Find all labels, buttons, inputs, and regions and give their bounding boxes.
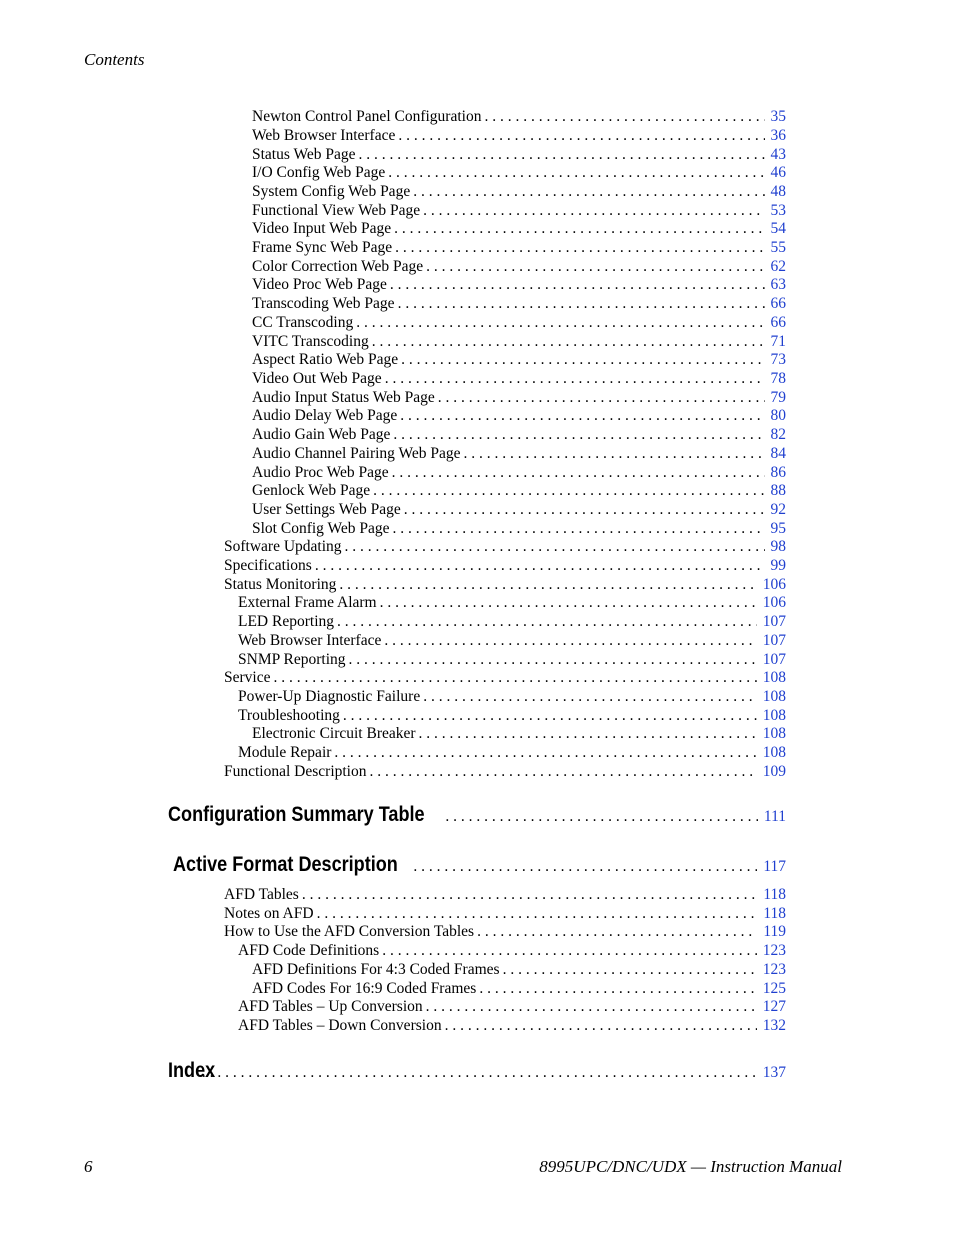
toc-page-link[interactable]: 88: [770, 482, 786, 499]
toc-entry-title: Web Browser Interface: [238, 632, 382, 649]
toc-entry-title: Functional View Web Page: [252, 202, 421, 219]
dot-leader: [382, 942, 757, 960]
toc-page-link[interactable]: 132: [762, 1017, 786, 1034]
toc-entry-title: Audio Channel Pairing Web Page: [252, 445, 461, 462]
toc-entry[interactable]: [238, 688, 786, 706]
toc-entry-title: Service: [224, 669, 271, 686]
toc-page-link[interactable]: 108: [762, 669, 786, 686]
toc-entry[interactable]: [224, 538, 786, 556]
dot-leader: [394, 220, 764, 238]
toc-entry-title: System Config Web Page: [252, 183, 411, 200]
toc-page-link[interactable]: 55: [770, 239, 786, 256]
toc-page-link[interactable]: 118: [763, 905, 786, 922]
toc-page-link[interactable]: 86: [770, 464, 786, 481]
dot-leader: [477, 923, 757, 941]
toc-entry-title: Audio Delay Web Page: [252, 407, 398, 424]
dot-leader: [503, 961, 757, 979]
toc-entry[interactable]: [252, 127, 786, 145]
toc-entry-title: Aspect Ratio Web Page: [252, 351, 399, 368]
dot-leader: [393, 426, 764, 444]
dot-leader: [359, 146, 765, 164]
toc-entry-title: Frame Sync Web Page: [252, 239, 393, 256]
toc-entry-title: AFD Tables – Down Conversion: [238, 1017, 442, 1034]
dot-leader: [373, 482, 764, 500]
toc-entry[interactable]: [252, 980, 786, 998]
toc-chapter-title: Active Format Description: [173, 853, 398, 876]
dot-leader: [339, 576, 756, 594]
dot-leader: [426, 258, 764, 276]
toc-entry-title: Video Out Web Page: [252, 370, 382, 387]
dot-leader: [349, 651, 757, 669]
dot-leader: [426, 998, 757, 1016]
toc-page-link[interactable]: 119: [763, 923, 786, 940]
toc-entry[interactable]: [252, 220, 786, 238]
toc-entry[interactable]: [224, 576, 786, 594]
toc-page-link[interactable]: 35: [770, 108, 786, 125]
toc-page-link[interactable]: 63: [770, 276, 786, 293]
toc-page-link[interactable]: 54: [770, 220, 786, 237]
toc-page-link[interactable]: 108: [762, 707, 786, 724]
toc-entry-title: Status Web Page: [252, 146, 356, 163]
toc-entry[interactable]: [252, 725, 786, 743]
dot-leader: [384, 632, 756, 650]
toc-page-link[interactable]: 84: [770, 445, 786, 462]
toc-entry[interactable]: [252, 295, 786, 313]
toc-entry-title: Web Browser Interface: [252, 127, 396, 144]
toc-page-link[interactable]: 106: [762, 576, 786, 593]
toc-page-link[interactable]: 118: [763, 886, 786, 903]
dot-leader: [273, 669, 756, 687]
toc-entry[interactable]: [238, 707, 786, 725]
dot-leader: [393, 520, 765, 538]
dot-leader: [334, 744, 756, 762]
toc-entry[interactable]: [252, 276, 786, 294]
toc-page-link[interactable]: 80: [770, 407, 786, 424]
toc-entry-title: AFD Code Definitions: [238, 942, 380, 959]
toc-entry[interactable]: [252, 482, 786, 500]
toc-entry[interactable]: [252, 258, 786, 276]
toc-page-link[interactable]: 92: [770, 501, 786, 518]
toc-entry-title: Module Repair: [238, 744, 332, 761]
toc-entry[interactable]: [238, 1017, 786, 1035]
toc-entry-title: Power-Up Diagnostic Failure: [238, 688, 421, 705]
toc-entry[interactable]: [238, 651, 786, 669]
toc-entry[interactable]: [252, 351, 786, 369]
toc-page-link[interactable]: 137: [762, 1064, 786, 1081]
toc-page-link[interactable]: 107: [762, 632, 786, 649]
toc-entry-title: AFD Definitions For 4:3 Coded Frames: [252, 961, 500, 978]
toc-entry[interactable]: [252, 961, 786, 979]
dot-leader: [438, 389, 765, 407]
toc-entry-title: How to Use the AFD Conversion Tables: [224, 923, 475, 940]
toc-entry[interactable]: [252, 464, 786, 482]
toc-entry[interactable]: [252, 202, 786, 220]
toc-page-link[interactable]: 79: [770, 389, 786, 406]
toc-page-link[interactable]: 109: [762, 763, 786, 780]
toc-entry[interactable]: [252, 183, 786, 201]
manual-title: 8995UPC/DNC/UDX — Instruction Manual: [539, 1157, 842, 1176]
toc-entry[interactable]: [252, 426, 786, 444]
toc-page-link[interactable]: 71: [770, 333, 786, 350]
toc-entry-title: External Frame Alarm: [238, 594, 377, 611]
toc-page-link[interactable]: 43: [770, 146, 786, 163]
toc-entry-title: Functional Description: [224, 763, 367, 780]
toc-entry-title: Newton Control Panel Configuration: [252, 108, 482, 125]
toc-entry-title: Color Correction Web Page: [252, 258, 424, 275]
dot-leader: [302, 886, 757, 904]
toc-entry-title: AFD Tables – Up Conversion: [238, 998, 423, 1015]
toc-entry-title: AFD Tables: [224, 886, 299, 903]
toc-entry[interactable]: [252, 501, 786, 519]
toc-chapter-title: Index: [168, 1059, 216, 1082]
toc-page-link[interactable]: 108: [762, 725, 786, 742]
toc-entry-title: Specifications: [224, 557, 312, 574]
toc-entry-title: I/O Config Web Page: [252, 164, 386, 181]
dot-leader: [400, 407, 764, 425]
page-number: 6: [84, 1157, 93, 1176]
toc-entry[interactable]: [224, 886, 786, 904]
toc-page-link[interactable]: 98: [770, 538, 786, 555]
toc-page-link[interactable]: 123: [762, 942, 786, 959]
toc-entry[interactable]: [224, 669, 786, 687]
toc-page-link[interactable]: 73: [770, 351, 786, 368]
dot-leader: [356, 314, 764, 332]
toc-entry-title: SNMP Reporting: [238, 651, 346, 668]
toc-entry[interactable]: [238, 998, 786, 1016]
toc-entry[interactable]: [252, 108, 786, 126]
toc-page-link[interactable]: 48: [770, 183, 786, 200]
toc-entry[interactable]: [238, 594, 786, 612]
dot-leader: [484, 108, 764, 126]
dot-leader: [413, 858, 757, 876]
toc-entry[interactable]: [238, 632, 786, 650]
toc-entry-title: VITC Transcoding: [252, 333, 369, 350]
dot-leader: [401, 351, 764, 369]
toc-entry[interactable]: [224, 923, 786, 941]
toc-page-link[interactable]: 106: [762, 594, 786, 611]
dot-leader: [423, 688, 757, 706]
dot-leader: [388, 164, 764, 182]
dot-leader: [479, 980, 756, 998]
toc-entry[interactable]: [224, 905, 786, 923]
dot-leader: [395, 239, 764, 257]
dot-leader: [398, 295, 765, 313]
toc-entry[interactable]: [252, 370, 786, 388]
dot-leader: [423, 202, 764, 220]
toc-entry-title: Slot Config Web Page: [252, 520, 390, 537]
dot-leader: [337, 613, 757, 631]
toc-entry[interactable]: [252, 164, 786, 182]
toc-entry[interactable]: [252, 407, 786, 425]
toc-page-link[interactable]: 99: [770, 557, 786, 574]
toc-entry[interactable]: [238, 613, 786, 631]
toc-entry[interactable]: [252, 445, 786, 463]
toc-entry[interactable]: [252, 389, 786, 407]
toc-entry-title: CC Transcoding: [252, 314, 354, 331]
toc-chapter-entry[interactable]: [168, 803, 786, 832]
dot-leader: [413, 183, 764, 201]
dot-leader: [343, 707, 757, 725]
toc-page-link[interactable]: 66: [770, 314, 786, 331]
toc-page-link[interactable]: 78: [770, 370, 786, 387]
toc-entry[interactable]: [224, 557, 786, 575]
toc-page-link[interactable]: 107: [762, 651, 786, 668]
dot-leader: [390, 276, 765, 294]
toc-page-link[interactable]: 66: [770, 295, 786, 312]
toc-chapter-title: Configuration Summary Table: [168, 803, 425, 826]
toc-page-link[interactable]: 127: [762, 998, 786, 1015]
toc-entry-title: AFD Codes For 16:9 Coded Frames: [252, 980, 477, 997]
toc-entry-title: Software Updating: [224, 538, 342, 555]
dot-leader: [202, 1064, 757, 1082]
toc-page-link[interactable]: 123: [762, 961, 786, 978]
toc-entry[interactable]: [252, 146, 786, 164]
toc-page-link[interactable]: 107: [762, 613, 786, 630]
toc-entry-title: Status Monitoring: [224, 576, 337, 593]
dot-leader: [445, 808, 758, 826]
dot-leader: [385, 370, 765, 388]
toc-entry[interactable]: [252, 239, 786, 257]
dot-leader: [315, 557, 765, 575]
running-header: Contents: [84, 50, 145, 69]
toc-page-link[interactable]: 46: [770, 164, 786, 181]
toc-page-link[interactable]: 95: [770, 520, 786, 537]
dot-leader: [445, 1017, 757, 1035]
toc-chapter-entry[interactable]: [168, 1059, 786, 1088]
toc-entry-title: Audio Gain Web Page: [252, 426, 391, 443]
dot-leader: [404, 501, 765, 519]
toc-page-link[interactable]: 108: [762, 744, 786, 761]
toc-entry[interactable]: [224, 763, 786, 781]
dot-leader: [345, 538, 765, 556]
toc-entry-title: Troubleshooting: [238, 707, 340, 724]
toc-entry-title: Audio Input Status Web Page: [252, 389, 435, 406]
toc-entry[interactable]: [252, 333, 786, 351]
toc-entry[interactable]: [252, 314, 786, 332]
toc-entry-title: User Settings Web Page: [252, 501, 401, 518]
dot-leader: [380, 594, 757, 612]
dot-leader: [317, 905, 758, 923]
dot-leader: [372, 333, 765, 351]
toc-page-link[interactable]: 108: [762, 688, 786, 705]
toc-page-link[interactable]: 117: [763, 858, 786, 875]
toc-entry-title: Electronic Circuit Breaker: [252, 725, 416, 742]
toc-entry-title: LED Reporting: [238, 613, 334, 630]
toc-page-link[interactable]: 111: [763, 808, 786, 825]
dot-leader: [464, 445, 765, 463]
toc-page-link[interactable]: 36: [770, 127, 786, 144]
toc-entry-title: Video Proc Web Page: [252, 276, 387, 293]
dot-leader: [370, 763, 757, 781]
dot-leader: [419, 725, 757, 743]
toc-entry-title: Audio Proc Web Page: [252, 464, 389, 481]
toc-entry-title: Notes on AFD: [224, 905, 314, 922]
toc-page-link[interactable]: 62: [770, 258, 786, 275]
toc-entry[interactable]: [238, 744, 786, 762]
toc-entry-title: Genlock Web Page: [252, 482, 371, 499]
toc-entry-title: Video Input Web Page: [252, 220, 392, 237]
toc-entry[interactable]: [252, 520, 786, 538]
toc-page-link[interactable]: 53: [770, 202, 786, 219]
toc-chapter-entry[interactable]: [173, 853, 786, 882]
toc-entry-title: Transcoding Web Page: [252, 295, 395, 312]
toc-entry[interactable]: [238, 942, 786, 960]
toc-page-link[interactable]: 82: [770, 426, 786, 443]
dot-leader: [392, 464, 765, 482]
dot-leader: [398, 127, 764, 145]
toc-page-link[interactable]: 125: [762, 980, 786, 997]
